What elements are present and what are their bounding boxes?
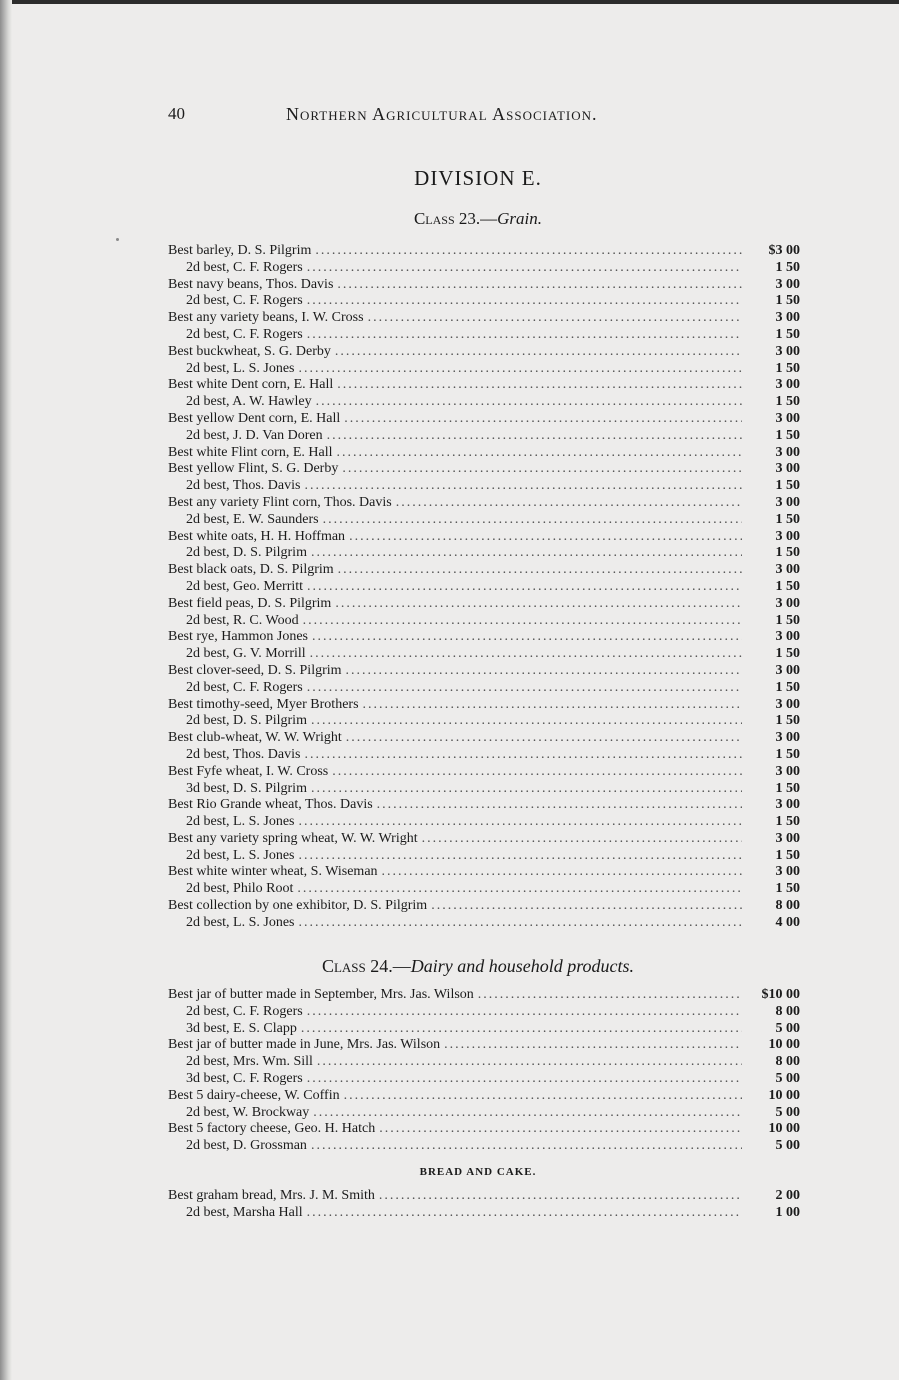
entry-award-text: 2d best, R. C. Wood — [186, 612, 299, 628]
entry-award-text: 2d best, J. D. Van Doren — [186, 427, 323, 443]
entry-premium-amount: 1 50 — [775, 394, 800, 410]
premium-entry — [168, 461, 800, 478]
entry-premium-amount: 1 50 — [775, 511, 800, 527]
dot-leader — [323, 512, 742, 529]
entry-award-text: 2d best, D. Grossman — [186, 1138, 307, 1154]
entry-award-text: 2d best, Thos. Davis — [186, 478, 301, 494]
dot-leader — [396, 495, 742, 512]
dot-leader — [344, 1088, 742, 1105]
entry-award-text: 2d best, L. S. Jones — [186, 814, 295, 830]
entry-premium-amount: 2 00 — [775, 1188, 800, 1203]
running-title: Northern Agricultural Association. — [286, 104, 598, 124]
entry-award-text: 2d best, Mrs. Wm. Sill — [186, 1054, 313, 1070]
entry-premium-amount: 5 00 — [775, 1138, 800, 1154]
dot-leader — [310, 646, 742, 663]
entry-award-text: 2d best, Thos. Davis — [186, 746, 301, 762]
dot-leader — [317, 1054, 742, 1071]
entry-premium-amount: $10 00 — [761, 987, 800, 1002]
entry-premium-amount: 1 50 — [775, 612, 800, 628]
premium-entry — [168, 730, 800, 747]
entry-premium-amount: 3 00 — [775, 730, 800, 746]
entry-award-text: Best black oats, D. S. Pilgrim — [168, 562, 334, 578]
premium-entry — [168, 1071, 800, 1088]
entry-award-text: 2d best, L. S. Jones — [186, 360, 295, 376]
entry-premium-amount: 5 00 — [775, 1020, 800, 1036]
premium-entry — [168, 377, 800, 394]
entry-award-text: 2d best, G. V. Morrill — [186, 646, 306, 662]
dot-leader — [336, 445, 742, 462]
entry-premium-amount: 10 00 — [768, 1121, 800, 1137]
entry-premium-amount: 3 00 — [775, 763, 800, 779]
dot-leader — [368, 310, 742, 327]
entry-premium-amount: 4 00 — [775, 914, 800, 930]
entry-premium-amount: 3 00 — [775, 276, 800, 292]
entry-premium-amount: 3 00 — [775, 310, 800, 326]
entry-premium-amount: 8 00 — [775, 1003, 800, 1019]
dot-leader — [297, 881, 742, 898]
dot-leader — [422, 831, 742, 848]
entry-premium-amount: 1 50 — [775, 780, 800, 796]
dot-leader — [304, 747, 742, 764]
dot-leader — [316, 394, 742, 411]
entry-premium-amount: 1 50 — [775, 293, 800, 309]
entry-premium-amount: $3 00 — [768, 243, 800, 258]
premium-entry — [168, 848, 800, 865]
bread-and-cake-premium-list — [168, 1188, 800, 1222]
entry-premium-amount: 3 00 — [775, 830, 800, 846]
entry-award-text: Best graham bread, Mrs. J. M. Smith — [168, 1188, 375, 1203]
dot-leader — [379, 1121, 742, 1138]
premium-entry — [168, 579, 800, 596]
entry-premium-amount: 1 50 — [775, 814, 800, 830]
premium-entry — [168, 1054, 800, 1071]
entry-award-text: Best field peas, D. S. Pilgrim — [168, 595, 332, 611]
page-edge — [0, 0, 12, 1380]
dot-leader — [312, 629, 742, 646]
premium-entry — [168, 1004, 800, 1021]
entry-award-text: Best barley, D. S. Pilgrim — [168, 243, 312, 258]
entry-premium-amount: 1 50 — [775, 646, 800, 662]
dot-leader — [301, 1021, 742, 1038]
entry-premium-amount: 5 00 — [775, 1070, 800, 1086]
dot-leader — [335, 344, 742, 361]
premium-entry — [168, 646, 800, 663]
entry-premium-amount: 3 00 — [775, 595, 800, 611]
entry-premium-amount: 1 50 — [775, 578, 800, 594]
entry-award-text: 2d best, D. S. Pilgrim — [186, 713, 307, 729]
entry-premium-amount: 1 50 — [775, 259, 800, 275]
dot-leader — [307, 1205, 742, 1222]
entry-premium-amount: 8 00 — [775, 1054, 800, 1070]
dot-leader — [307, 1071, 742, 1088]
entry-award-text: Best white Flint corn, E. Hall — [168, 444, 333, 460]
class-24-label: Class 24.— — [321, 956, 411, 976]
entry-award-text: Best white oats, H. H. Hoffman — [168, 528, 346, 544]
entry-award-text: 2d best, C. F. Rogers — [186, 679, 303, 695]
entry-award-text: 2d best, E. W. Saunders — [186, 511, 319, 527]
entry-premium-amount: 3 00 — [775, 461, 800, 477]
dot-leader — [335, 596, 742, 613]
premium-entry — [168, 545, 800, 562]
dot-leader — [311, 545, 742, 562]
entry-premium-amount: 3 00 — [775, 494, 800, 510]
entry-award-text: Best clover-seed, D. S. Pilgrim — [168, 662, 342, 678]
entry-award-text: 2d best, C. F. Rogers — [186, 1003, 303, 1019]
entry-award-text: 2d best, L. S. Jones — [186, 914, 295, 930]
dot-leader — [307, 1004, 742, 1021]
speck — [116, 238, 119, 241]
entry-premium-amount: 3 00 — [775, 343, 800, 359]
premium-entry — [168, 512, 800, 529]
entry-premium-amount: 1 50 — [775, 713, 800, 729]
dot-leader — [307, 293, 742, 310]
premium-entry — [168, 478, 800, 495]
dot-leader — [315, 243, 742, 260]
premium-entry — [168, 1205, 800, 1222]
entry-award-text: 2d best, C. F. Rogers — [186, 326, 303, 342]
premium-entry — [168, 243, 800, 260]
entry-premium-amount: 1 50 — [775, 679, 800, 695]
entry-award-text: Best navy beans, Thos. Davis — [168, 276, 334, 292]
entry-award-text: Best yellow Flint, S. G. Derby — [168, 461, 339, 477]
dot-leader — [299, 915, 743, 932]
dot-leader — [431, 898, 742, 915]
premium-entry — [168, 1021, 800, 1038]
premium-entry — [168, 277, 800, 294]
entry-award-text: 2d best, Philo Root — [186, 881, 294, 897]
entry-premium-amount: 3 00 — [775, 562, 800, 578]
entry-award-text: 2d best, W. Brockway — [186, 1104, 310, 1120]
entry-award-text: Best rye, Hammon Jones — [168, 629, 308, 645]
entry-award-text: Best Fyfe wheat, I. W. Cross — [168, 763, 329, 779]
dot-leader — [342, 461, 742, 478]
premium-entry — [168, 663, 800, 680]
premium-entry — [168, 697, 800, 714]
premium-entry — [168, 831, 800, 848]
entry-award-text: Best any variety spring wheat, W. W. Wright — [168, 830, 418, 846]
premium-entry — [168, 864, 800, 881]
dot-leader — [349, 529, 742, 546]
entry-award-text: 2d best, A. W. Hawley — [186, 394, 312, 410]
entry-premium-amount: 1 50 — [775, 746, 800, 762]
entry-premium-amount: 1 50 — [775, 478, 800, 494]
dot-leader — [444, 1037, 742, 1054]
premium-entry — [168, 327, 800, 344]
dot-leader — [346, 730, 742, 747]
premium-entry — [168, 764, 800, 781]
premium-entry — [168, 1121, 800, 1138]
premium-entry — [168, 713, 800, 730]
dot-leader — [311, 713, 742, 730]
entry-premium-amount: 3 00 — [775, 410, 800, 426]
premium-entry — [168, 361, 800, 378]
dot-leader — [299, 848, 743, 865]
dot-leader — [307, 327, 742, 344]
dot-leader — [311, 1138, 742, 1155]
class-23-premium-list — [168, 243, 800, 932]
dot-leader — [363, 697, 742, 714]
entry-award-text: Best Rio Grande wheat, Thos. Davis — [168, 797, 373, 813]
dot-leader — [332, 764, 742, 781]
entry-award-text: Best any variety Flint corn, Thos. Davis — [168, 494, 392, 510]
entry-award-text: Best timothy-seed, Myer Brothers — [168, 696, 359, 712]
entry-premium-amount: 10 00 — [768, 1087, 800, 1103]
entry-award-text: 2d best, D. S. Pilgrim — [186, 545, 307, 561]
class-23-heading — [168, 209, 788, 229]
dot-leader — [307, 680, 742, 697]
class-23-subject: Grain. — [497, 209, 543, 228]
premium-entry — [168, 814, 800, 831]
entry-premium-amount: 1 00 — [775, 1204, 800, 1220]
dot-leader — [304, 478, 742, 495]
entry-premium-amount: 3 00 — [775, 696, 800, 712]
dot-leader — [327, 428, 742, 445]
entry-award-text: 2d best, C. F. Rogers — [186, 259, 303, 275]
dot-leader — [307, 579, 742, 596]
entry-award-text: 3d best, E. S. Clapp — [186, 1020, 297, 1036]
bread-and-cake-heading: BREAD AND CAKE. — [419, 1166, 537, 1178]
entry-award-text: Best club-wheat, W. W. Wright — [168, 730, 342, 746]
premium-entry — [168, 747, 800, 764]
dot-leader — [344, 411, 742, 428]
premium-entry — [168, 562, 800, 579]
entry-award-text: 2d best, L. S. Jones — [186, 847, 295, 863]
premium-entry — [168, 596, 800, 613]
entry-premium-amount: 5 00 — [775, 1104, 800, 1120]
dot-leader — [313, 1105, 742, 1122]
premium-entry — [168, 1138, 800, 1155]
entry-award-text: 2d best, Marsha Hall — [186, 1204, 303, 1220]
premium-entry — [168, 495, 800, 512]
entry-award-text: Best 5 factory cheese, Geo. H. Hatch — [168, 1121, 376, 1137]
premium-entry — [168, 898, 800, 915]
entry-award-text: Best jar of butter made in September, Mrs. Jas. Wilson — [168, 987, 474, 1002]
premium-entry — [168, 411, 800, 428]
dot-leader — [346, 663, 742, 680]
premium-entry — [168, 680, 800, 697]
class-24-premium-list — [168, 987, 800, 1155]
premium-entry — [168, 293, 800, 310]
dot-leader — [338, 562, 742, 579]
dot-leader — [299, 814, 743, 831]
premium-entry — [168, 1188, 800, 1205]
entry-award-text: Best collection by one exhibitor, D. S. Pilgrim — [168, 898, 428, 914]
premium-entry — [168, 529, 800, 546]
entry-premium-amount: 1 50 — [775, 326, 800, 342]
entry-premium-amount: 1 50 — [775, 427, 800, 443]
dot-leader — [337, 377, 742, 394]
entry-premium-amount: 3 00 — [775, 444, 800, 460]
dot-leader — [299, 361, 743, 378]
entry-award-text: Best jar of butter made in June, Mrs. Jas. Wilson — [168, 1037, 441, 1053]
entry-premium-amount: 3 00 — [775, 662, 800, 678]
dot-leader — [377, 797, 742, 814]
entry-premium-amount: 3 00 — [775, 864, 800, 880]
entry-award-text: Best buckwheat, S. G. Derby — [168, 343, 331, 359]
entry-premium-amount: 10 00 — [768, 1037, 800, 1053]
premium-entry — [168, 797, 800, 814]
premium-entry — [168, 310, 800, 327]
entry-award-text: Best yellow Dent corn, E. Hall — [168, 410, 341, 426]
running-head — [168, 104, 668, 128]
entry-premium-amount: 3 00 — [775, 377, 800, 393]
entry-award-text: Best any variety beans, I. W. Cross — [168, 310, 364, 326]
entry-award-text: 2d best, Geo. Merritt — [186, 578, 304, 594]
entry-premium-amount: 8 00 — [775, 898, 800, 914]
dot-leader — [379, 1188, 742, 1205]
premium-entry — [168, 445, 800, 462]
entry-award-text: Best white winter wheat, S. Wiseman — [168, 864, 378, 880]
class-24-subject: Dairy and household products. — [410, 956, 635, 976]
premium-entry — [168, 1088, 800, 1105]
class-23-label: Class 23.— — [413, 209, 498, 228]
premium-entry — [168, 1037, 800, 1054]
page-number: 40 — [168, 104, 185, 123]
premium-entry — [168, 781, 800, 798]
entry-premium-amount: 1 50 — [775, 545, 800, 561]
entry-award-text: 2d best, C. F. Rogers — [186, 293, 303, 309]
division-title: DIVISION E. — [414, 166, 542, 190]
class-24-heading — [168, 956, 788, 977]
dot-leader — [478, 987, 742, 1004]
entry-premium-amount: 1 50 — [775, 881, 800, 897]
entry-premium-amount: 3 00 — [775, 528, 800, 544]
premium-entry — [168, 344, 800, 361]
premium-entry — [168, 629, 800, 646]
premium-entry — [168, 428, 800, 445]
entry-award-text: Best white Dent corn, E. Hall — [168, 377, 334, 393]
entry-award-text: Best 5 dairy-cheese, W. Coffin — [168, 1087, 340, 1103]
dot-leader — [311, 781, 742, 798]
entry-premium-amount: 1 50 — [775, 360, 800, 376]
premium-entry — [168, 394, 800, 411]
entry-award-text: 3d best, C. F. Rogers — [186, 1070, 303, 1086]
entry-award-text: 3d best, D. S. Pilgrim — [186, 780, 307, 796]
entry-premium-amount: 1 50 — [775, 847, 800, 863]
premium-entry — [168, 1105, 800, 1122]
premium-entry — [168, 613, 800, 630]
premium-entry — [168, 987, 800, 1004]
entry-premium-amount: 3 00 — [775, 629, 800, 645]
dot-leader — [382, 864, 742, 881]
dot-leader — [303, 613, 742, 630]
premium-entry — [168, 915, 800, 932]
premium-entry — [168, 881, 800, 898]
dot-leader — [307, 260, 742, 277]
dot-leader — [337, 277, 742, 294]
premium-entry — [168, 260, 800, 277]
entry-premium-amount: 3 00 — [775, 797, 800, 813]
